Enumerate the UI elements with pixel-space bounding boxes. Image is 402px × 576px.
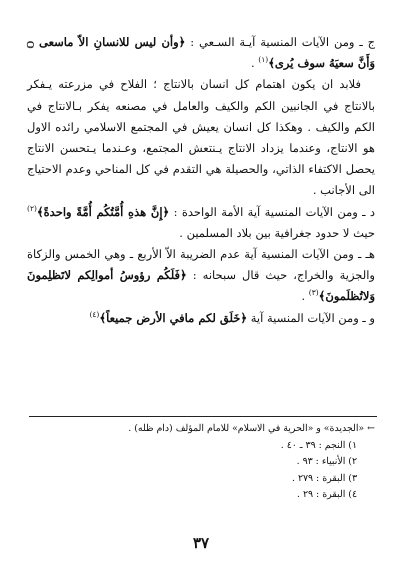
- footnote-item: ٢) الأنبياء : ٩٣ .: [296, 456, 357, 468]
- footnotes: [27, 421, 375, 504]
- section-h-trail: .: [301, 289, 309, 304]
- footnote-item: ١) النجم : ٣٩ ـ ٤٠ .: [280, 439, 357, 451]
- footnote-ref-1: (١): [258, 55, 269, 65]
- section-d: [27, 202, 375, 244]
- section-w-lead: و ـ ومن الآيات المنسية آية: [247, 310, 375, 325]
- section-h-lead: هـ ـ ومن الآيات المنسية آية عدم الضريبة الاّ الأربع ـ وهي الخمس والزكاة والجزية والخراج، حيث قال سبحانه :: [27, 247, 375, 283]
- footnote-item: ٣) البقرة : ٢٧٩ .: [292, 472, 357, 484]
- section-h-verse: ﴿فَلَكُم رؤوسُ أموالِكم لاتَظلِمونَ وَلاتُظلَمونَ﴾: [27, 268, 375, 304]
- section-w: [27, 308, 375, 329]
- section-j-lead: ج ـ ومن الآيات المنسية آيـة السـعي :: [185, 35, 375, 49]
- section-d-trail: حيث لا حدود جغرافية بين بلاد المسلمين .: [179, 225, 375, 240]
- footnote-ref-3: (٣): [308, 288, 319, 298]
- section-d-lead: د ـ ومن الآيات المنسية آية الأمة الواحدة :: [169, 204, 376, 219]
- section-j: [27, 32, 375, 74]
- section-j-trail: .: [250, 56, 259, 71]
- section-j-verse: ﴿وأن ليس للانسانِ الاّ ماسعى ۝ وَأَنَّ سعيَهُ سوف يُرى﴾: [27, 35, 375, 71]
- section-h: [27, 244, 375, 308]
- section-d-verse: ﴿إِنَّ هذهِ أُمَّتُكُم أُمَّةً واحدةً﴾: [36, 204, 170, 219]
- footnote-carryover: ← «الجديدة» و «الحرية في الاسلام» للامام المؤلف (دام ظله) .: [128, 423, 375, 434]
- footnote-divider: [29, 416, 377, 417]
- footnote-item: ٤) البقرة : ٢٩ .: [297, 489, 357, 501]
- footnote-ref-2: (٢): [27, 203, 37, 213]
- footnote-ref-4: (٤): [89, 309, 100, 319]
- main-text: [27, 32, 375, 329]
- page-number: ٣٧: [192, 534, 210, 552]
- section-w-verse: ﴿خَلَق لكم مافي الأرض جميعاً﴾: [99, 310, 248, 325]
- paragraph-production: فلابد ان يكون اهتمام كل انسان بالانتاج ؛ الفلاح في مزرعته يـفكر بالانتاج في الجانبين الكم والكيف والعامل في مصنعه يفكر بـالانتاج في الكم والكيف . وهكذا كل انسان يعيش في المجتمع الاسلامي رائده الاول هو الانتاج، وعندما يزداد الانتاج يـنتعش المجتمع، وعـندما يـتحسن الانتاج يحصل الاكتفاء الذاتي، والحصيلة هي التقدم في كل المناحي وعدم الاحتياج الى الأجانب .: [27, 77, 375, 198]
